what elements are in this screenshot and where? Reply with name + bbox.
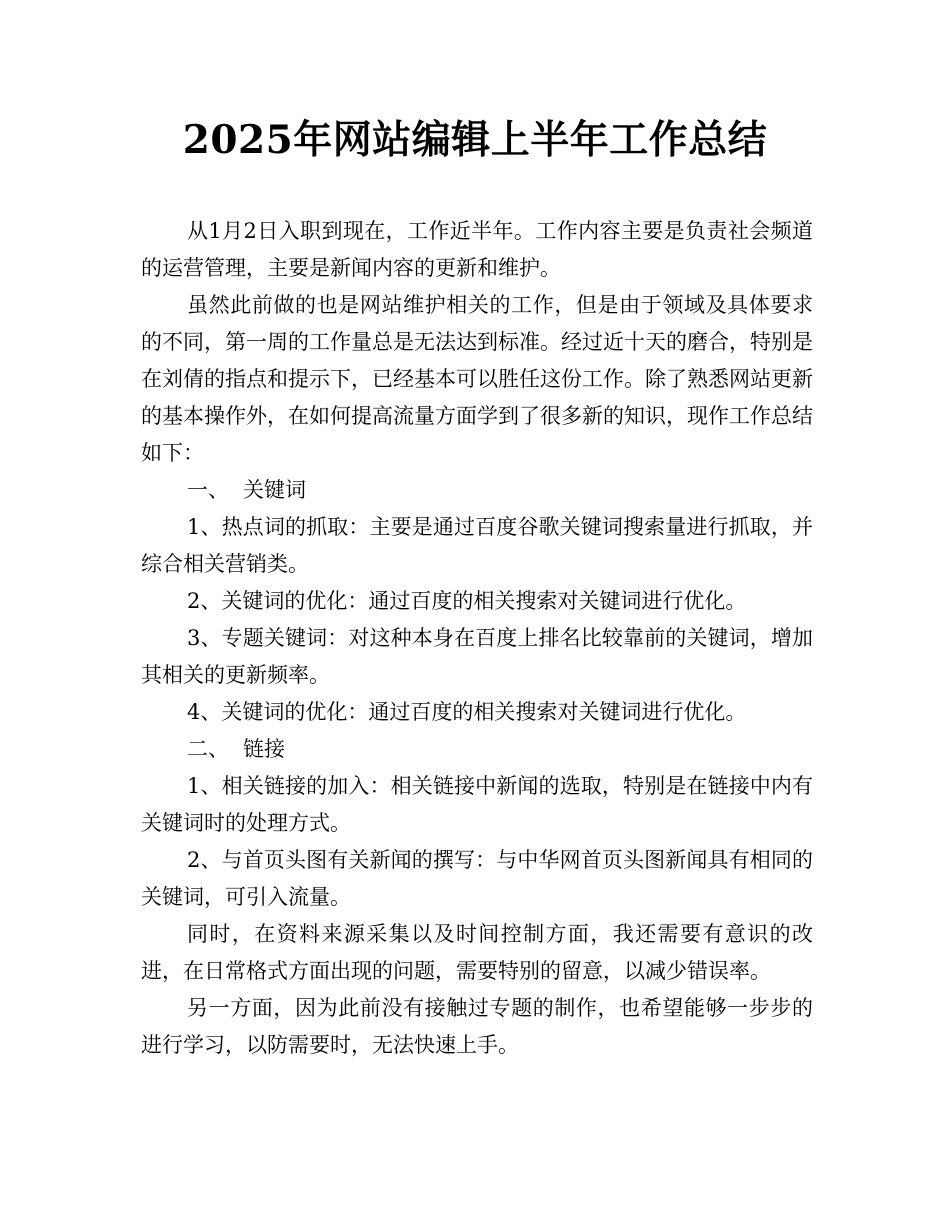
intro-paragraph-2: 虽然此前做的也是网站维护相关的工作，但是由于领域及具体要求的不同，第一周的工作量总是无法达到标准。经过近十天的磨合，特别是在刘倩的指点和提示下，已经基本可以胜任这份工作。除了熟悉网站更新的基本操作外，在如何提高流量方面学到了很多新的知识，现作工作总结如下： (141, 293, 813, 465)
section-heading-keywords (141, 472, 813, 509)
keyword-item-4: 4、关键词的优化：通过百度的相关搜索对关键词进行优化。 (187, 700, 747, 724)
document-body (141, 213, 813, 1064)
closing-paragraph-1: 同时，在资料来源采集以及时间控制方面，我还需要有意识的改进，在日常格式方面出现的问题，需要特别的留意，以减少错误率。 (141, 922, 813, 983)
section-heading-text: 链接 (243, 737, 285, 761)
document-title: 2025年网站编辑上半年工作总结 (182, 117, 768, 163)
closing-paragraph-2: 另一方面，因为此前没有接触过专题的制作，也希望能够一步步的进行学习，以防需要时，无法快速上手。 (141, 996, 813, 1057)
keyword-item-3: 3、专题关键词：对这种本身在百度上排名比较靠前的关键词，增加其相关的更新频率。 (141, 626, 813, 687)
keyword-item-1: 1、热点词的抓取：主要是通过百度谷歌关键词搜索量进行抓取，并综合相关营销类。 (141, 515, 813, 576)
intro-paragraph-1: 从1月2日入职到现在，工作近半年。工作内容主要是负责社会频道的运营管理，主要是新闻内容的更新和维护。 (141, 219, 813, 280)
section-number: 一、 (187, 478, 229, 502)
section-heading-links (141, 731, 813, 768)
link-item-2: 2、与首页头图有关新闻的撰写：与中华网首页头图新闻具有相同的关键词，可引入流量。 (141, 848, 813, 909)
section-number: 二、 (187, 737, 229, 761)
keyword-item-2: 2、关键词的优化：通过百度的相关搜索对关键词进行优化。 (187, 589, 747, 613)
section-heading-text: 关键词 (243, 478, 306, 502)
link-item-1: 1、相关链接的加入：相关链接中新闻的选取，特别是在链接中内有关键词时的处理方式。 (141, 774, 813, 835)
